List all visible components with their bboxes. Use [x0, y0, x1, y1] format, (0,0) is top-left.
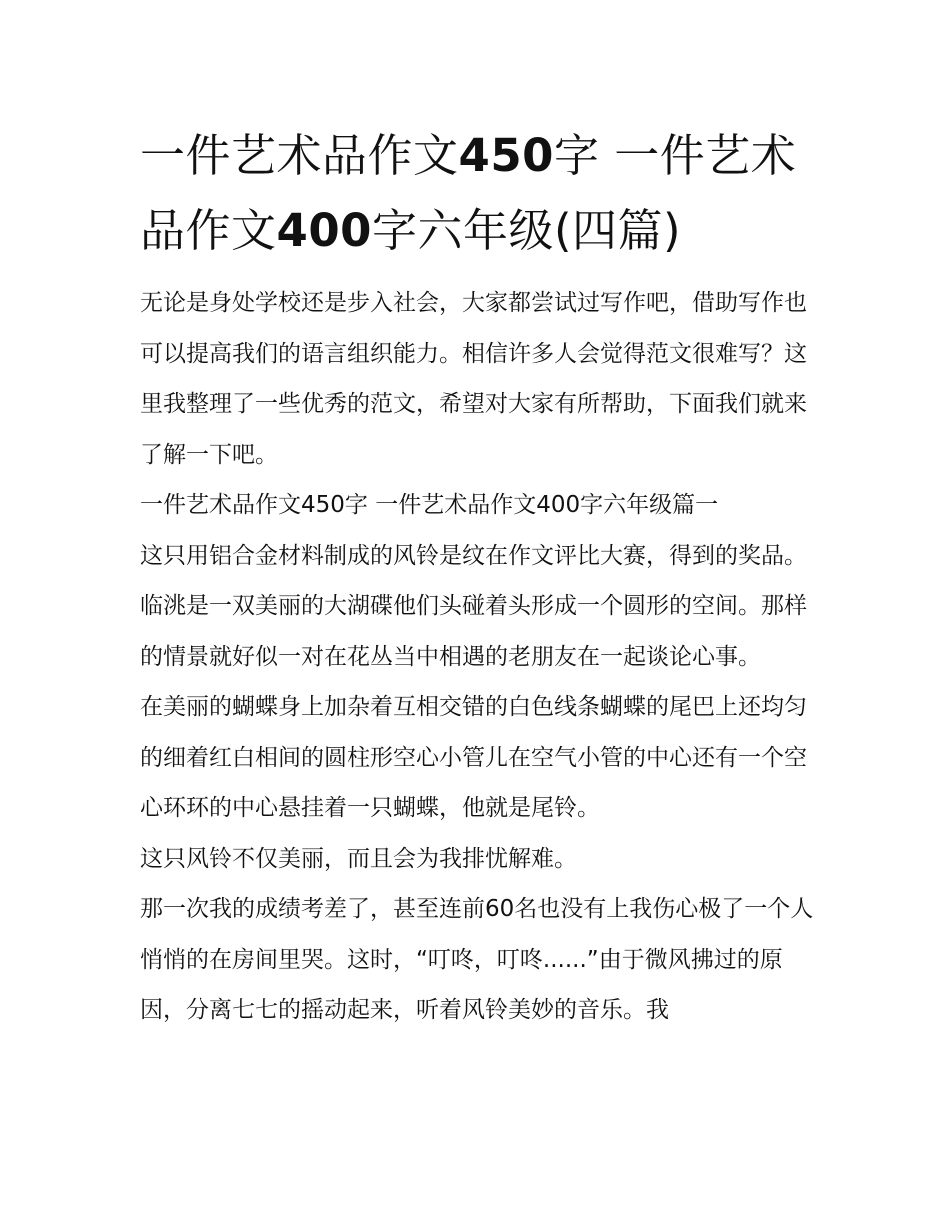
body-paragraph: 那一次我的成绩考差了，甚至连前60名也没有上我伤心极了一个人悄悄的在房间里哭。这时，“叮咚，叮咚......”由于微风拂过的原因，分离七七的摇动起来，听着风铃美妙的音乐。我 [140, 896, 814, 1023]
title-text: 一件艺术品作文 [140, 129, 459, 182]
intro-paragraph: 无论是身处学校还是步入社会，大家都尝试过写作吧，借助写作也可以提高我们的语言组织能力。相信许多人会觉得范文很难写？这里我整理了一些优秀的范文，希望对大家有所帮助，下面我们就来了解一下吧。 [140, 290, 807, 468]
body-paragraph: 这只风铃不仅美丽，而且会为我排忧解难。 [140, 845, 577, 872]
document-content [140, 118, 815, 1036]
title-text: 字六年级(四篇) [371, 204, 682, 257]
title-number: 450 [458, 129, 554, 182]
title-text: 字 一件艺术品作文 [140, 129, 797, 257]
document-title [140, 118, 815, 268]
title-number: 400 [276, 204, 372, 257]
body-paragraph: 在美丽的蝴蝶身上加杂着互相交错的白色线条蝴蝶的尾巴上还均匀的细着红白相间的圆柱形空心小管儿在空气小管的中心还有一个空心环环的中心悬挂着一只蝴蝶，他就是尾铃。 [140, 694, 807, 821]
section-heading: 一件艺术品作文450字 一件艺术品作文400字六年级篇一 [140, 492, 719, 518]
document-body [140, 278, 815, 1036]
body-paragraph: 这只用铝合金材料制成的风铃是纹在作文评比大赛，得到的奖品。临洮是一双美丽的大湖碟他们头碰着头形成一个圆形的空间。那样的情景就好似一对在花丛当中相遇的老朋友在一起谈论心事。 [140, 542, 807, 670]
